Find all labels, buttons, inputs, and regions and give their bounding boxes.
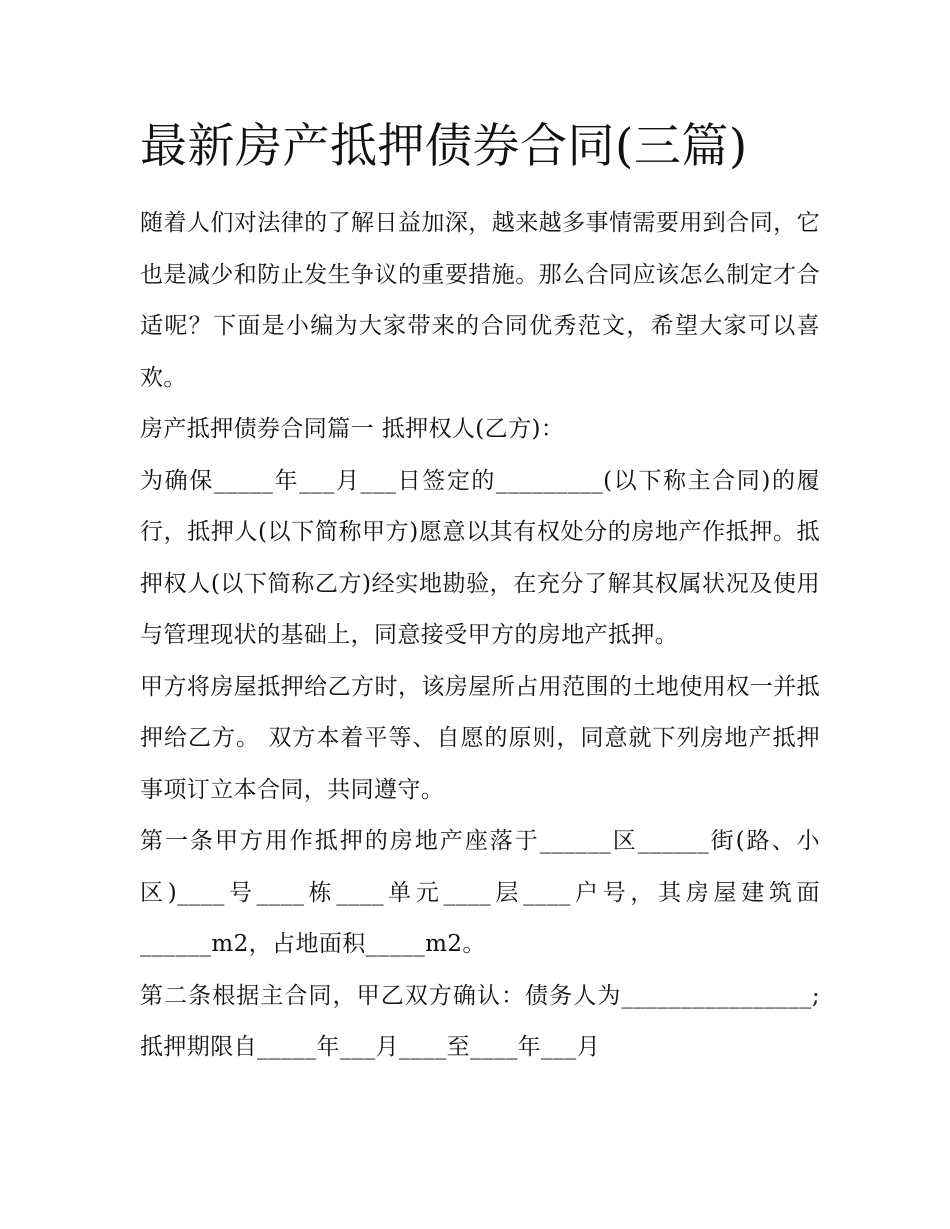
article-one-paragraph: 第一条甲方用作抵押的房地产座落于______区______街(路、小区)____号____栋____单元____层____户号，其房屋建筑面______m2，占地面积_____m2。	[140, 828, 820, 957]
document-body	[140, 198, 820, 1074]
contract-paragraph: 为确保_____年___月___日签定的_________(以下称主合同)的履行，抵押人(以下简称甲方)愿意以其有权处分的房地产作抵押。抵押权人(以下简称乙方)经实地勘验，在充分了解其权属状况及使用与管理现状的基础上，同意接受甲方的房地产抵押。	[140, 467, 820, 648]
document-title: 最新房产抵押债券合同(三篇)	[140, 119, 748, 174]
contract-paragraph: 甲方将房屋抵押给乙方时，该房屋所占用范围的土地使用权一并抵押给乙方。 双方本着平等、自愿的原则，同意就下列房地产抵押事项订立本合同，共同遵守。	[140, 673, 820, 803]
intro-paragraph: 随着人们对法律的了解日益加深，越来越多事情需要用到合同，它也是减少和防止发生争议的重要措施。那么合同应该怎么制定才合适呢？下面是小编为大家带来的合同优秀范文，希望大家可以喜欢。	[140, 210, 820, 391]
section-heading: 房产抵押债券合同篇一 抵押权人(乙方)：	[140, 416, 565, 442]
article-two-paragraph: 第二条根据主合同，甲乙双方确认：债务人为________________;抵押期限自_____年___月____至____年___月	[140, 982, 820, 1060]
